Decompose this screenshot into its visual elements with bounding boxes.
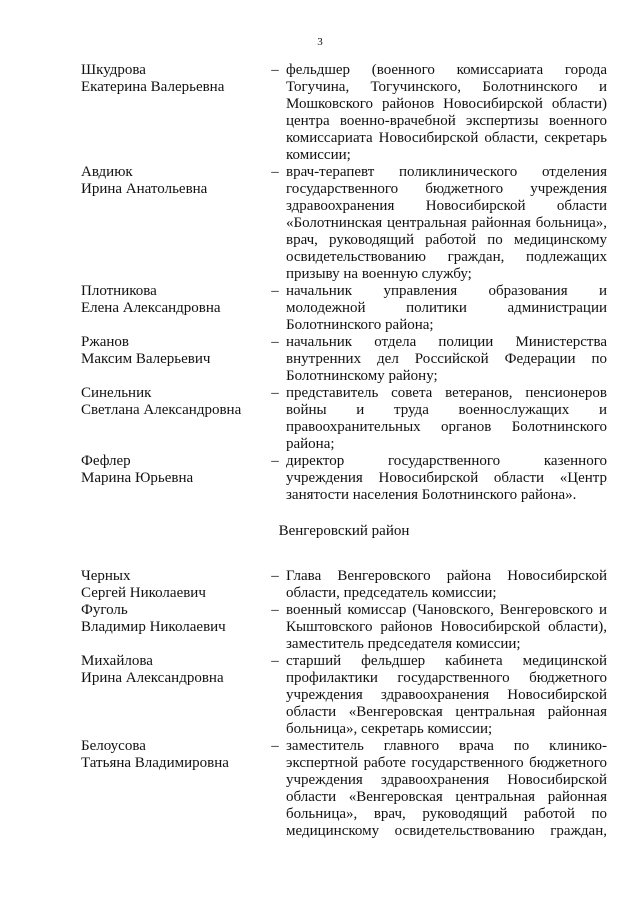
member-role: представитель совета ветеранов, пенсионеров войны и труда военнослужащих и правоохранительных органов Болотнинского района; (286, 385, 607, 452)
member-role: фельдшер (военного комиссариата города Тогучина, Тогучинского, Болотнинского и Мошковского районов Новосибирской области) центра военно-врачебной экспертизы военного комиссариата Новосибирской области, секретарь комиссии; (286, 62, 607, 163)
dash: – (271, 653, 279, 669)
member-name (81, 738, 264, 840)
member-last-name: Плотникова (81, 283, 157, 299)
commission-list (81, 62, 607, 840)
member-first-name: Марина Юрьевна (81, 470, 194, 486)
member-name (81, 568, 264, 602)
dash: – (271, 385, 279, 401)
member-name (81, 164, 264, 283)
member-role: врач-терапевт поликлинического отделения государственного бюджетного учреждения здравоохранения Новосибирской области «Болотнинская центральная районная больница», врач, руководящий работой по медицинскому освидетельствованию граждан, подлежащих призыву на военную службу; (286, 164, 607, 282)
member-last-name: Фуголь (81, 602, 128, 618)
dash: – (271, 453, 279, 469)
member-last-name: Авдиюк (81, 164, 133, 180)
member-entry (81, 453, 607, 504)
section-heading: Венгеровский район (278, 523, 410, 539)
member-role: директор государственного казенного учреждения Новосибирской области «Центр занятости населения Болотнинского района». (286, 453, 607, 503)
member-first-name: Ирина Александровна (81, 670, 224, 686)
member-name (81, 453, 264, 504)
member-entry (81, 602, 607, 653)
member-name (81, 653, 264, 738)
member-name (81, 283, 264, 334)
dash: – (271, 568, 279, 584)
member-role: заместитель главного врача по клинико-экспертной работе государственного бюджетного учреждения здравоохранения Новосибирской области «Венгеровская центральная районная больница», врач, руководящий работой по медицинскому освидетельствованию граждан, (286, 738, 607, 839)
dash: – (271, 62, 279, 78)
member-first-name: Сергей Николаевич (81, 585, 206, 601)
member-role: военный комиссар (Чановского, Венгеровского и Кыштовского районов Новосибирской области), заместитель председателя комиссии; (286, 602, 607, 652)
member-role: начальник управления образования и молодежной политики администрации Болотнинского района; (286, 283, 607, 333)
member-name (81, 62, 264, 164)
member-first-name: Светлана Александровна (81, 402, 242, 418)
dash: – (271, 164, 279, 180)
member-last-name: Михайлова (81, 653, 153, 669)
member-first-name: Ирина Анатольевна (81, 181, 208, 197)
member-first-name: Екатерина Валерьевна (81, 79, 225, 95)
member-entry (81, 334, 607, 385)
member-entry (81, 164, 607, 283)
dash: – (271, 602, 279, 618)
member-role: Глава Венгеровского района Новосибирской области, председатель комиссии; (286, 568, 607, 601)
member-entry (81, 653, 607, 738)
member-name (81, 385, 264, 453)
member-first-name: Владимир Николаевич (81, 619, 226, 635)
member-last-name: Белоусова (81, 738, 146, 754)
member-entry (81, 385, 607, 453)
member-last-name: Ржанов (81, 334, 129, 350)
member-last-name: Фефлер (81, 453, 131, 469)
dash: – (271, 334, 279, 350)
member-last-name: Шкудрова (81, 62, 146, 78)
member-name (81, 602, 264, 653)
member-first-name: Максим Валерьевич (81, 351, 211, 367)
member-first-name: Татьяна Владимировна (81, 755, 229, 771)
dash: – (271, 283, 279, 299)
member-first-name: Елена Александровна (81, 300, 221, 316)
member-entry (81, 568, 607, 602)
member-last-name: Черных (81, 568, 131, 584)
member-entry (81, 283, 607, 334)
member-entry (81, 62, 607, 164)
member-role: старший фельдшер кабинета медицинской профилактики государственного бюджетного учреждения здравоохранения Новосибирской области «Венгеровская центральная районная больница», секретарь комиссии; (286, 653, 607, 737)
dash: – (271, 738, 279, 754)
member-role: начальник отдела полиции Министерства внутренних дел Российской Федерации по Болотнинскому району; (286, 334, 607, 384)
member-last-name: Синельник (81, 385, 152, 401)
page-number: 3 (317, 36, 323, 48)
member-entry (81, 738, 607, 840)
member-name (81, 334, 264, 385)
